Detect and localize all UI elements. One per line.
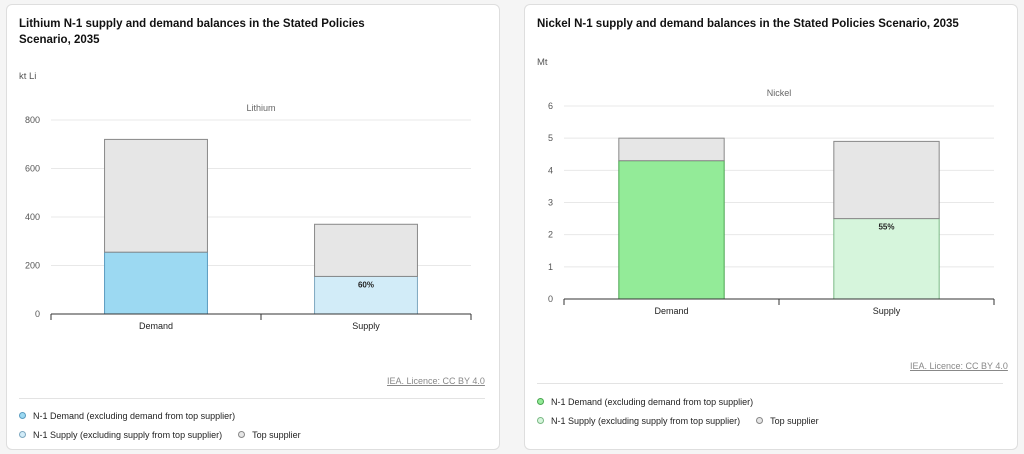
y-tick-label: 600 <box>24 163 40 174</box>
legend-label: Top supplier <box>252 429 301 440</box>
legend-item[interactable] <box>756 416 819 426</box>
bar-share-label: 60% <box>357 280 375 290</box>
nickel-bar-chart <box>525 5 1019 345</box>
legend-swatch-icon <box>19 431 26 438</box>
legend-item[interactable] <box>238 430 301 440</box>
bar-demand-segment-0 <box>105 252 208 314</box>
y-axis-unit: Mt <box>537 57 548 68</box>
legend-label: N-1 Demand (excluding demand from top supplier) <box>551 396 754 407</box>
y-tick-label: 1 <box>547 261 553 272</box>
legend-swatch-icon <box>537 417 544 424</box>
chart-subtitle: Nickel <box>766 88 792 98</box>
legend <box>537 392 835 430</box>
y-tick-label: 4 <box>547 165 553 176</box>
legend-swatch-icon <box>756 417 763 424</box>
legend-swatch-icon <box>238 431 245 438</box>
x-category-label: Supply <box>872 306 901 316</box>
chart-title: Nickel N-1 supply and demand balances in the Stated Policies Scenario, 2035 <box>537 18 959 30</box>
legend-label: Top supplier <box>770 415 819 426</box>
legend-item[interactable] <box>537 397 753 407</box>
chart-title: Lithium N-1 supply and demand balances in the Stated Policies Scenario, 2035 <box>19 18 365 46</box>
y-tick-label: 5 <box>547 133 553 144</box>
x-category-label: Demand <box>654 306 689 316</box>
y-tick-label: 800 <box>24 115 40 125</box>
y-tick-label: 0 <box>547 294 553 304</box>
bar-supply-segment-2 <box>315 224 418 276</box>
legend-item[interactable] <box>19 411 235 421</box>
lithium-chart-card <box>6 4 500 450</box>
bar-demand-segment-2 <box>105 139 208 252</box>
y-tick-label: 2 <box>547 229 553 240</box>
chart-subtitle: Lithium <box>246 103 276 113</box>
divider <box>537 383 1003 384</box>
legend-label: N-1 Supply (excluding supply from top supplier) <box>551 415 741 426</box>
bar-supply-segment-2 <box>834 141 939 218</box>
legend-item[interactable] <box>19 430 222 440</box>
y-tick-label: 3 <box>547 197 553 208</box>
legend-swatch-icon <box>537 398 544 405</box>
lithium-bar-chart <box>7 5 501 345</box>
y-axis-unit: kt Li <box>19 71 37 82</box>
licence-link[interactable]: IEA. Licence: CC BY 4.0 <box>387 376 485 386</box>
x-category-label: Demand <box>138 321 174 331</box>
y-tick-label: 400 <box>24 212 40 222</box>
nickel-chart-card <box>524 4 1018 450</box>
legend <box>19 406 317 444</box>
divider <box>19 398 485 399</box>
legend-label: N-1 Supply (excluding supply from top supplier) <box>33 429 223 440</box>
bar-demand-segment-0 <box>619 161 724 299</box>
bar-demand-segment-2 <box>619 138 724 161</box>
legend-item[interactable] <box>537 416 740 426</box>
y-tick-label: 200 <box>24 260 40 271</box>
bar-share-label: 55% <box>878 222 895 232</box>
legend-label: N-1 Demand (excluding demand from top supplier) <box>33 410 236 421</box>
legend-swatch-icon <box>19 412 26 419</box>
licence-link[interactable]: IEA. Licence: CC BY 4.0 <box>910 361 1008 371</box>
y-tick-label: 6 <box>547 101 553 111</box>
x-category-label: Supply <box>352 321 380 331</box>
y-tick-label: 0 <box>34 309 40 319</box>
